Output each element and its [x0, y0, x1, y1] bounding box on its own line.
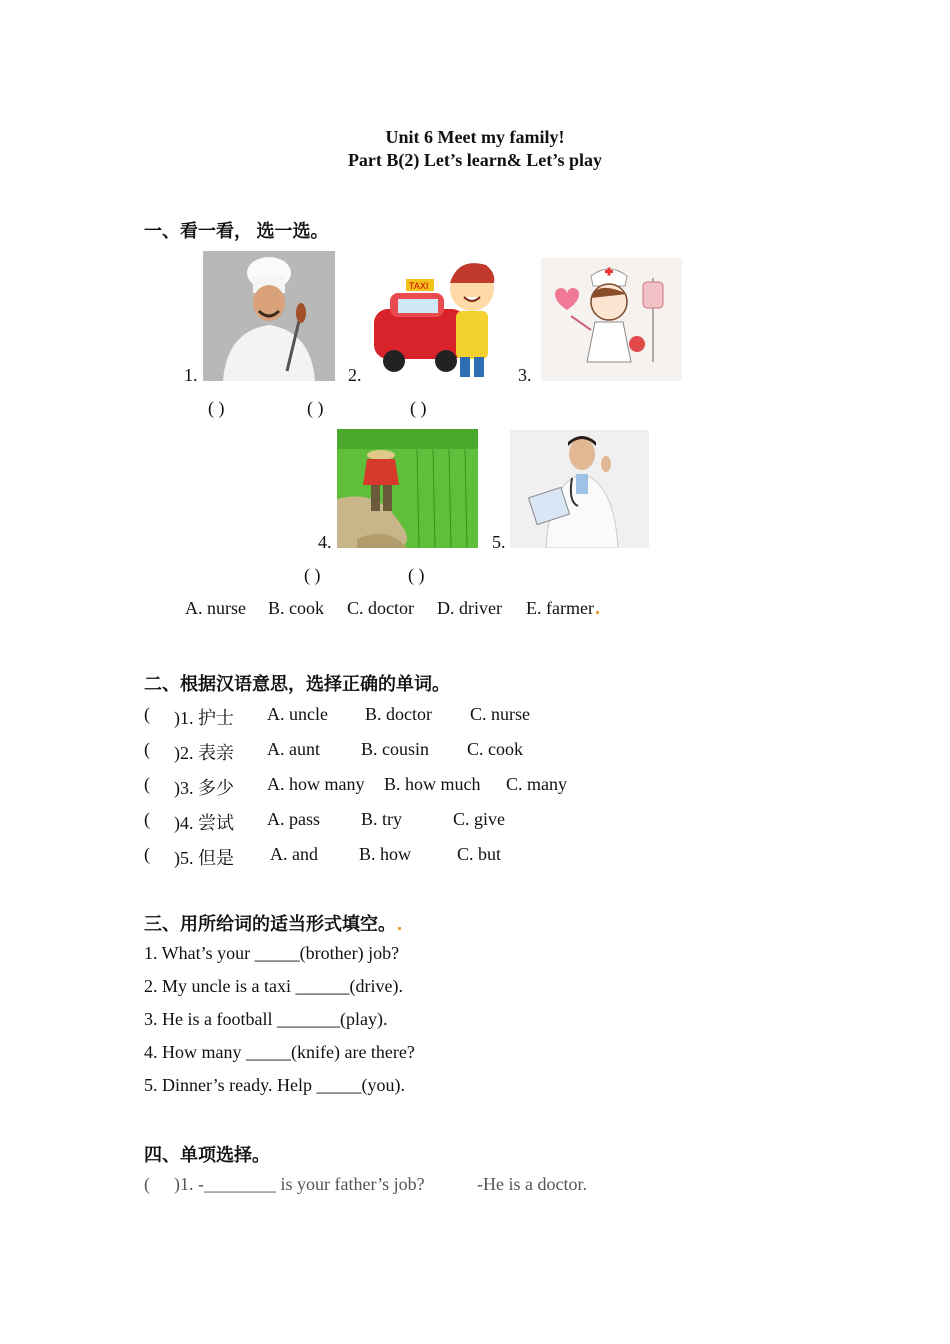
answer-paren[interactable]: (: [144, 739, 150, 759]
choice-c: C. many: [506, 774, 567, 794]
choice-a: A. uncle: [267, 704, 328, 724]
option-c: C. doctor: [347, 598, 414, 618]
choice-a: A. aunt: [267, 739, 320, 759]
choice-c: C. nurse: [470, 704, 530, 724]
answer-blank-5[interactable]: ( ): [408, 565, 425, 585]
answer-blank-1[interactable]: ( ): [208, 398, 225, 418]
svg-text:TAXI: TAXI: [409, 281, 429, 291]
question-stem: )2. 表亲: [174, 743, 234, 763]
choice-a: A. how many: [267, 774, 365, 794]
section-4-heading: 四、单项选择。: [144, 1145, 270, 1165]
choice-c: C. but: [457, 844, 502, 864]
answer-paren[interactable]: (: [144, 1174, 150, 1194]
answer-paren[interactable]: (: [144, 704, 150, 724]
taxi-driver-picture: [368, 249, 508, 381]
option-b: B. cook: [268, 598, 324, 618]
section-3-heading: [144, 910, 401, 936]
fill-blank-question-2: 2. My uncle is a taxi ______(drive).: [144, 976, 403, 996]
section-2-heading: 二、根据汉语意思，选择正确的单词。: [144, 674, 450, 694]
question-stem: )1. -________ is your father’s job?: [174, 1174, 425, 1194]
choice-b: B. try: [361, 809, 403, 829]
question-stem: )5. 但是: [174, 848, 234, 868]
answer-paren[interactable]: (: [144, 774, 150, 794]
answer-blank-4[interactable]: ( ): [304, 565, 321, 585]
cook-picture: [203, 251, 335, 381]
choice-b: B. how: [359, 844, 412, 864]
farmer-picture: [337, 429, 478, 548]
choice-b: B. doctor: [365, 704, 432, 724]
choice-a: A. and: [270, 844, 318, 864]
picture-number-4: 4.: [318, 532, 332, 552]
answer-blank-3[interactable]: ( ): [410, 398, 427, 418]
decorative-dot: [398, 927, 401, 930]
section-3-heading-text: 三、用所给词的适当形式填空。: [144, 914, 396, 934]
option-a: A. nurse: [185, 598, 246, 618]
title-line-2: Part B(2) Let’s learn& Let’s play: [347, 150, 603, 170]
title-line-1: Unit 6 Meet my family!: [385, 127, 565, 147]
question-stem: )4. 尝试: [174, 813, 234, 833]
fill-blank-question-3: 3. He is a football _______(play).: [144, 1009, 388, 1029]
picture-number-2: 2.: [348, 365, 362, 385]
fill-blank-question-5: 5. Dinner’s ready. Help _____(you).: [144, 1075, 405, 1095]
choice-c: C. cook: [467, 739, 523, 759]
question-answer-line: -He is a doctor.: [477, 1174, 587, 1194]
answer-paren[interactable]: (: [144, 844, 150, 864]
answer-paren[interactable]: (: [144, 809, 150, 829]
choice-c: C. give: [453, 809, 505, 829]
answer-blank-2[interactable]: ( ): [307, 398, 324, 418]
option-e-label: E. farmer: [526, 598, 594, 618]
choice-b: B. how much: [384, 774, 481, 794]
option-e: [526, 598, 599, 619]
doctor-picture: [510, 430, 649, 548]
choice-a: A. pass: [267, 809, 320, 829]
fill-blank-question-4: 4. How many _____(knife) are there?: [144, 1042, 415, 1062]
fill-blank-question-1: 1. What’s your _____(brother) job?: [144, 943, 400, 963]
decorative-dot: [596, 611, 599, 614]
picture-number-5: 5.: [492, 532, 506, 552]
option-d: D. driver: [437, 598, 502, 618]
picture-number-1: 1.: [184, 365, 198, 385]
nurse-picture: [541, 258, 682, 381]
picture-number-3: 3.: [518, 365, 532, 385]
section-1-heading: 一、看一看， 选一选。: [144, 221, 329, 241]
question-stem: )1. 护士: [174, 708, 234, 728]
question-stem: )3. 多少: [174, 778, 234, 798]
choice-b: B. cousin: [361, 739, 430, 759]
